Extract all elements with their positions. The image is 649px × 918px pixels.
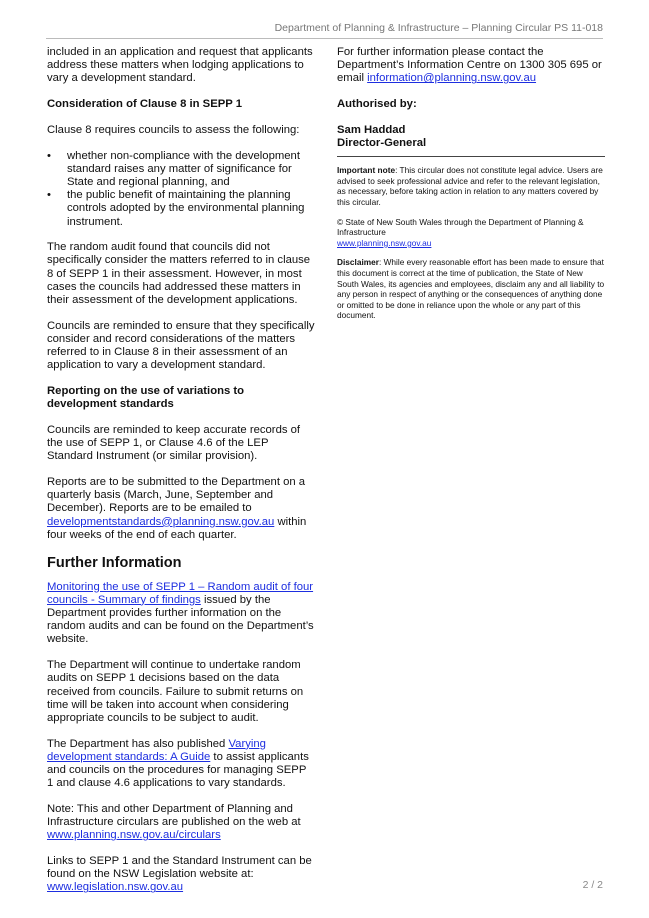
disclaimer-text: : While every reasonable effort has been made to ensure that this document is correct at the time of publication, the State of New South Wales, its agencies and employees, disclaim any and all liability to any person in respect of anything or the consequences of anything done or omitted to be done in reliance upon the whole or any part of this document.	[337, 257, 605, 321]
left-column	[47, 46, 315, 907]
note-paragraph	[47, 803, 315, 843]
bullet-item: • the public benefit of maintaining the planning controls adopted by the environmental planning instrument.	[47, 189, 315, 229]
circulars-link[interactable]: www.planning.nsw.gov.au/circulars	[47, 829, 221, 842]
published-text: The Department has also published	[47, 737, 229, 750]
disclaimer-note	[337, 257, 605, 321]
legislation-link[interactable]: www.legislation.nsw.gov.au	[47, 881, 184, 894]
authorised-label: Authorised by:	[337, 98, 417, 111]
clause8-bullet-list	[47, 150, 315, 229]
reports-email-link[interactable]: developmentstandards@planning.nsw.gov.au	[47, 515, 275, 528]
bullet-item: • whether non-compliance with the development standard raises any matter of significance for State and regional planning, and	[47, 150, 315, 190]
monitoring-paragraph	[47, 581, 315, 647]
reminder-paragraph: Councils are reminded to ensure that they specifically consider and record considerations of the matters referred to in Clause 8 in their assessment of an application to vary a development standard.	[47, 319, 315, 372]
important-text: : This circular does not constitute legal advice. Users are advised to seek professional advice and refer to the relevant legislation, as necessary, before taking action in relation to any matters covered by this circular.	[337, 165, 603, 207]
signatory-name: Sam Haddad	[337, 123, 406, 136]
further-information-heading: Further Information	[47, 554, 182, 571]
links-paragraph	[47, 855, 315, 895]
copyright-text: © State of New South Wales through the Department of Planning & Infrastructure	[337, 216, 584, 238]
published-paragraph	[47, 738, 315, 791]
right-column	[337, 46, 605, 330]
contact-email-link[interactable]: information@planning.nsw.gov.au	[367, 72, 537, 85]
guide-link[interactable]: Varying development standards: A Guide	[47, 737, 266, 763]
reporting-heading: Reporting on the use of variations to development standards	[47, 385, 245, 411]
contact-text: For further information please contact the Department’s Information Centre on 1300 305 695 or email	[337, 46, 602, 85]
copyright-link[interactable]: www.planning.nsw.gov.au	[337, 237, 432, 248]
page-number: 2 / 2	[582, 879, 603, 891]
important-label: Important note	[337, 165, 396, 176]
disclaimer-label: Disclaimer	[337, 257, 379, 268]
page-header: Department of Planning & Infrastructure – Planning Circular PS 11-018	[274, 22, 603, 34]
important-note	[337, 165, 605, 207]
reports-text: Reports are to be submitted to the Department on a quarterly basis (March, June, September and December). Reports are to be emailed to	[47, 476, 306, 515]
continue-paragraph: The Department will continue to undertake random audits on SEPP 1 decisions based on the data received from councils. Failure to submit returns on time will be taken into account when considering appropriate councils to be subject to audit.	[47, 659, 304, 724]
reports-paragraph	[47, 476, 315, 542]
copyright-note	[337, 217, 605, 249]
clause8-heading: Consideration of Clause 8 in SEPP 1	[47, 98, 243, 111]
published-text-after: to assist applicants and councils on the procedures for managing SEPP 1 and clause 4.6 applications to vary standards.	[47, 750, 309, 790]
clause8-intro: Clause 8 requires councils to assess the following:	[47, 123, 300, 136]
monitoring-text: issued by the Department provides further information on the random audits and can be found on the Department’s website.	[47, 593, 314, 646]
monitoring-link[interactable]: Monitoring the use of SEPP 1 – Random audit of four councils - Summary of findings	[47, 580, 314, 606]
records-paragraph: Councils are reminded to keep accurate records of the use of SEPP 1, or Clause 4.6 of the LEP Standard Instrument (or similar provision).	[47, 423, 301, 463]
header-divider	[46, 38, 603, 39]
note-text: Note: This and other Department of Planning and Infrastructure circulars are published on the web at	[47, 802, 301, 829]
audit-paragraph: The random audit found that councils did not specifically consider the matters referred to in clause 8 of SEPP 1 in their assessment. However, in most cases the councils had addressed these matters in their assessment of the development applications.	[47, 241, 311, 307]
signatory-title: Director-General	[337, 137, 427, 150]
contact-paragraph	[337, 46, 605, 86]
intro-paragraph: included in an application and request that applicants address these matters when lodging applications to vary a development standard.	[47, 46, 313, 85]
reports-text-after: within four weeks of the end of each quarter.	[47, 515, 307, 541]
divider	[337, 156, 605, 157]
links-text: Links to SEPP 1 and the Standard Instrument can be found on the NSW Legislation website at:	[47, 855, 312, 881]
